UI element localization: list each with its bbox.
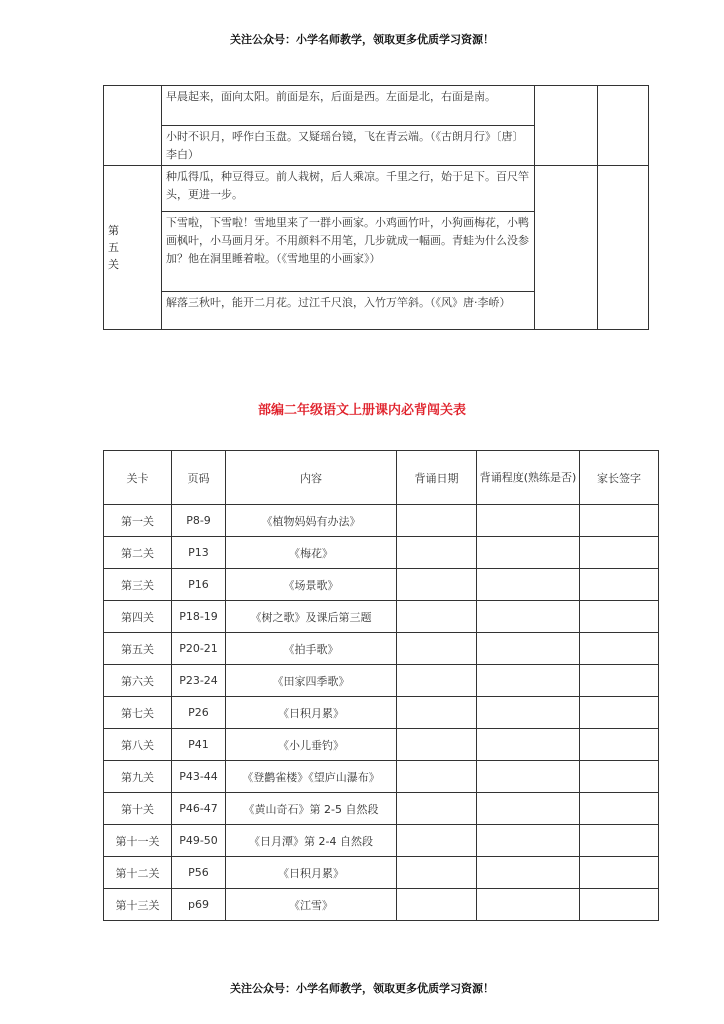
table-row [104,601,659,633]
date-cell [535,86,598,166]
page-cell: P46-47 [172,793,226,825]
sign-cell [580,569,659,601]
column-header-page: 页码 [172,451,226,505]
content-cell: 《江雪》 [226,889,397,921]
level-cell: 第十关 [104,793,172,825]
degree-cell [477,857,580,889]
degree-cell [477,889,580,921]
content-cell: 《树之歌》及课后第三题 [226,601,397,633]
degree-cell [477,761,580,793]
content-cell: 种瓜得瓜，种豆得豆。前人栽树，后人乘凉。千里之行，始于足下。百尺竿头，更进一步。 [162,166,535,212]
level-cell-5 [104,166,162,330]
level-cell: 第九关 [104,761,172,793]
table-row [104,729,659,761]
page-cell: P43-44 [172,761,226,793]
table-row [104,761,659,793]
content-cell: 《植物妈妈有办法》 [226,505,397,537]
page-header: 关注公众号：小学名师教学，领取更多优质学习资源！ [230,33,494,46]
level-cell: 第二关 [104,537,172,569]
page-cell: P41 [172,729,226,761]
table-row [104,697,659,729]
page-cell: P23-24 [172,665,226,697]
table-row [104,166,649,212]
page-cell: P13 [172,537,226,569]
degree-cell [477,729,580,761]
column-header-content: 内容 [226,451,397,505]
date-cell [397,729,477,761]
table-row [104,569,659,601]
date-cell [397,633,477,665]
date-cell [397,697,477,729]
sign-cell [580,697,659,729]
sign-cell [580,601,659,633]
level-cell: 第八关 [104,729,172,761]
level-cell-empty [104,86,162,166]
content-cell: 小时不识月，呼作白玉盘。又疑瑶台镜，飞在青云端。（《古朗月行》〔唐〕李白） [162,126,535,166]
table-header-row [104,451,659,505]
page-footer: 关注公众号：小学名师教学，领取更多优质学习资源！ [230,982,494,995]
sign-cell [598,166,649,330]
content-cell: 《田家四季歌》 [226,665,397,697]
degree-cell [477,793,580,825]
content-cell: 《日积月累》 [226,697,397,729]
column-header-degree: 背诵程度(熟练是否) [477,451,580,505]
level-cell: 第十一关 [104,825,172,857]
content-cell: 《黄山奇石》第 2-5 自然段 [226,793,397,825]
date-cell [397,889,477,921]
content-cell: 《场景歌》 [226,569,397,601]
degree-cell [477,569,580,601]
date-cell [397,825,477,857]
date-cell [397,569,477,601]
content-cell: 《日积月累》 [226,857,397,889]
content-cell: 解落三秋叶，能开二月花。过江千尺浪，入竹万竿斜。（《风》唐·李峤） [162,292,535,330]
page-cell: P8-9 [172,505,226,537]
content-cell: 《日月潭》第 2-4 自然段 [226,825,397,857]
date-cell [397,601,477,633]
level-cell: 第十三关 [104,889,172,921]
sign-cell [580,729,659,761]
degree-cell [477,537,580,569]
date-cell [397,857,477,889]
content-cell: 《梅花》 [226,537,397,569]
content-cell: 《登鹳雀楼》《望庐山瀑布》 [226,761,397,793]
table-row [104,86,649,126]
content-cell: 《拍手歌》 [226,633,397,665]
sign-cell [580,761,659,793]
degree-cell [477,633,580,665]
page-cell: p69 [172,889,226,921]
level-cell: 第一关 [104,505,172,537]
table-row [104,793,659,825]
date-cell [397,665,477,697]
page-cell: P16 [172,569,226,601]
sign-cell [580,793,659,825]
table-row [104,505,659,537]
table-row [104,825,659,857]
content-cell: 早晨起来，面向太阳。前面是东，后面是西。左面是北，右面是南。 [162,86,535,126]
sign-cell [598,86,649,166]
page-cell: P18-19 [172,601,226,633]
level-cell: 第十二关 [104,857,172,889]
degree-cell [477,697,580,729]
table-title: 部编二年级语文上册课内必背闯关表 [257,403,466,418]
sign-cell [580,825,659,857]
content-cell: 《小儿垂钓》 [226,729,397,761]
degree-cell [477,505,580,537]
level-cell: 第四关 [104,601,172,633]
column-header-date: 背诵日期 [397,451,477,505]
level-cell: 第三关 [104,569,172,601]
date-cell [535,166,598,330]
date-cell [397,761,477,793]
date-cell [397,505,477,537]
sign-cell [580,857,659,889]
sign-cell [580,633,659,665]
page-cell: P20-21 [172,633,226,665]
sign-cell [580,537,659,569]
column-header-sign: 家长签字 [580,451,659,505]
level-cell: 第六关 [104,665,172,697]
level-label: 第 五 关 [108,224,119,271]
page-cell: P49-50 [172,825,226,857]
table-row [104,889,659,921]
page-cell: P26 [172,697,226,729]
degree-cell [477,601,580,633]
level-cell: 第七关 [104,697,172,729]
date-cell [397,537,477,569]
recitation-table [103,450,659,921]
degree-cell [477,825,580,857]
sign-cell [580,505,659,537]
table-row [104,537,659,569]
level-cell: 第五关 [104,633,172,665]
sign-cell [580,665,659,697]
sign-cell [580,889,659,921]
table-row [104,857,659,889]
content-cell: 下雪啦，下雪啦！雪地里来了一群小画家。小鸡画竹叶，小狗画梅花，小鸭画枫叶，小马画月牙。不用颜料不用笔，几步就成一幅画。青蛙为什么没参加？他在洞里睡着啦。（《雪地里的小画家》） [162,212,535,292]
table-row [104,633,659,665]
date-cell [397,793,477,825]
page-cell: P56 [172,857,226,889]
degree-cell [477,665,580,697]
previous-table-continuation [103,85,649,330]
column-header-level: 关卡 [104,451,172,505]
table-row [104,665,659,697]
